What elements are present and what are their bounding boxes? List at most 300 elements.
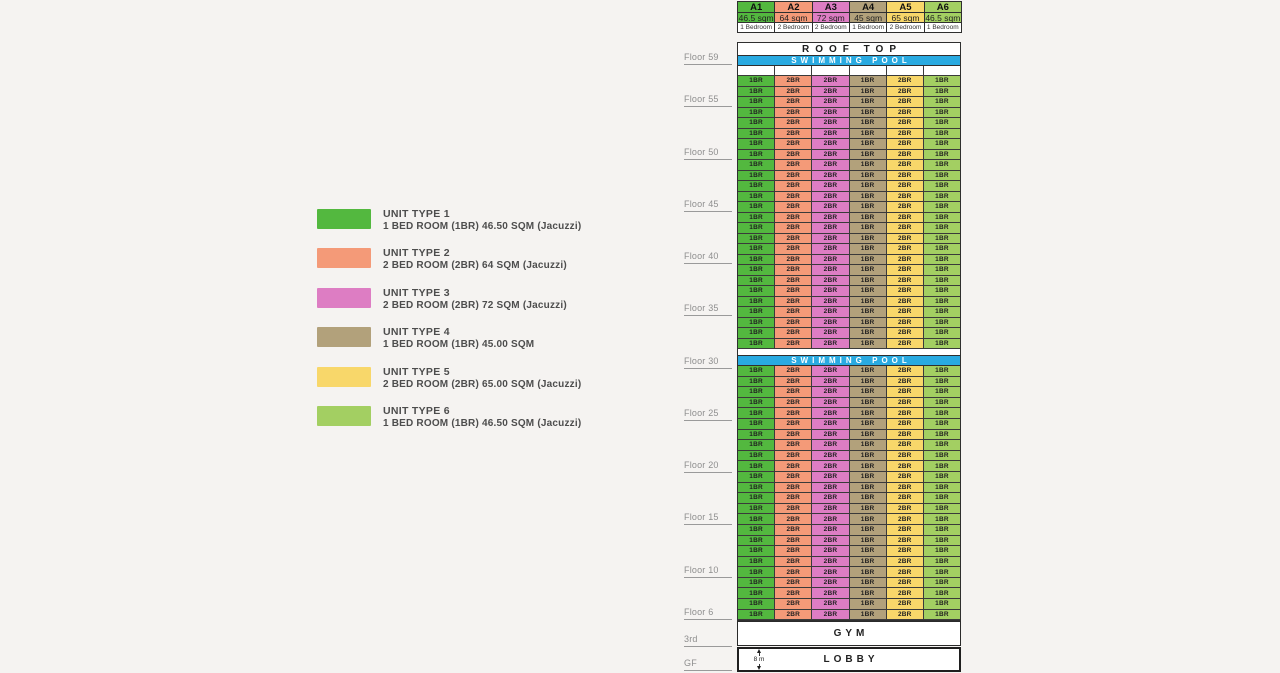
unit-cell-empty [849, 66, 886, 76]
unit-cell: 2BR [886, 181, 923, 192]
unit-cell: 1BR [738, 514, 774, 525]
unit-type-header [737, 1, 962, 33]
header-bedrooms: 1 Bedroom [925, 23, 961, 32]
unit-cell: 2BR [811, 610, 848, 621]
unit-cell: 1BR [923, 181, 960, 192]
unit-cell: 2BR [811, 525, 848, 536]
unit-cell: 2BR [886, 129, 923, 140]
unit-cell: 2BR [774, 578, 811, 589]
unit-cell: 1BR [849, 419, 886, 430]
unit-cell: 2BR [886, 318, 923, 329]
unit-cell: 2BR [774, 150, 811, 161]
unit-cell: 1BR [923, 276, 960, 287]
unit-cell: 2BR [811, 514, 848, 525]
unit-cell: 2BR [774, 546, 811, 557]
unit-cell: 1BR [923, 150, 960, 161]
unit-cell: 2BR [811, 129, 848, 140]
unit-row [738, 129, 960, 140]
unit-cell: 2BR [886, 387, 923, 398]
unit-row [738, 398, 960, 409]
unit-cell: 1BR [923, 398, 960, 409]
unit-cell: 2BR [811, 328, 848, 339]
unit-cell: 2BR [774, 328, 811, 339]
header-bedrooms: 2 Bedroom [775, 23, 811, 32]
unit-cell: 1BR [738, 366, 774, 377]
unit-cell: 1BR [849, 599, 886, 610]
legend-item [317, 366, 581, 405]
unit-cell-empty [886, 66, 923, 76]
unit-cell: 1BR [923, 610, 960, 621]
lobby-height-dimension [752, 649, 766, 670]
floor-label: GF [684, 658, 732, 671]
unit-cell: 1BR [923, 255, 960, 266]
gym-label: GYM [833, 628, 869, 640]
unit-row [738, 483, 960, 494]
unit-cell: 1BR [738, 525, 774, 536]
unit-cell: 1BR [849, 504, 886, 515]
unit-cell: 2BR [811, 181, 848, 192]
unit-cell: 2BR [811, 472, 848, 483]
unit-cell: 1BR [738, 139, 774, 150]
header-area: 45 sqm [850, 13, 886, 23]
unit-cell: 2BR [811, 213, 848, 224]
unit-cell: 1BR [738, 546, 774, 557]
unit-cell: 2BR [886, 610, 923, 621]
unit-cell: 2BR [886, 160, 923, 171]
unit-cell: 1BR [849, 286, 886, 297]
unit-row [738, 599, 960, 610]
unit-cell: 1BR [923, 408, 960, 419]
unit-cell: 1BR [849, 87, 886, 98]
unit-cell: 1BR [923, 171, 960, 182]
unit-cell: 2BR [886, 599, 923, 610]
unit-cell: 1BR [849, 181, 886, 192]
unit-row [738, 451, 960, 462]
unit-cell: 2BR [886, 546, 923, 557]
unit-cell: 2BR [774, 255, 811, 266]
unit-cell: 1BR [923, 265, 960, 276]
unit-cell: 1BR [738, 192, 774, 203]
dimension-arrow-down-icon [757, 666, 761, 670]
floor-label: Floor 40 [684, 251, 732, 264]
unit-cell: 2BR [811, 387, 848, 398]
unit-row [738, 366, 960, 377]
unit-cell: 1BR [738, 339, 774, 350]
unit-cell: 1BR [849, 387, 886, 398]
unit-row [738, 493, 960, 504]
unit-cell: 1BR [849, 377, 886, 388]
unit-cell: 1BR [849, 328, 886, 339]
legend-item [317, 287, 581, 326]
header-area: 46.5 sqm [925, 13, 961, 23]
unit-cell: 1BR [849, 171, 886, 182]
unit-cell: 1BR [738, 599, 774, 610]
legend-desc: 2 BED ROOM (2BR) 72 SQM (Jacuzzi) [383, 299, 567, 311]
unit-cell: 1BR [738, 160, 774, 171]
unit-cell: 1BR [849, 472, 886, 483]
unit-cell: 2BR [774, 472, 811, 483]
unit-cell: 2BR [774, 171, 811, 182]
legend-swatch [317, 367, 371, 387]
unit-cell: 2BR [886, 514, 923, 525]
unit-cell: 2BR [774, 504, 811, 515]
unit-cell: 2BR [811, 557, 848, 568]
unit-cell: 2BR [774, 307, 811, 318]
unit-cell: 1BR [738, 451, 774, 462]
unit-cell: 1BR [738, 307, 774, 318]
floor-label: Floor 50 [684, 147, 732, 160]
unit-cell: 1BR [738, 504, 774, 515]
unit-cell: 2BR [886, 578, 923, 589]
unit-row [738, 192, 960, 203]
unit-cell: 1BR [923, 536, 960, 547]
unit-cell: 2BR [811, 118, 848, 129]
unit-row [738, 202, 960, 213]
unit-cell: 1BR [738, 440, 774, 451]
unit-cell: 2BR [886, 430, 923, 441]
unit-cell: 2BR [811, 483, 848, 494]
unit-cell: 1BR [923, 97, 960, 108]
unit-cell: 2BR [886, 97, 923, 108]
header-code: A6 [925, 2, 961, 13]
header-code: A4 [850, 2, 886, 13]
unit-cell: 1BR [738, 265, 774, 276]
unit-cell: 1BR [849, 408, 886, 419]
unit-cell: 2BR [811, 408, 848, 419]
unit-cell: 2BR [886, 213, 923, 224]
unit-cell: 1BR [849, 213, 886, 224]
unit-cell: 1BR [849, 339, 886, 350]
pool-spacer-row [738, 349, 960, 356]
header-area: 72 sqm [813, 13, 849, 23]
unit-row [738, 118, 960, 129]
unit-cell: 1BR [738, 76, 774, 87]
unit-cell: 2BR [886, 525, 923, 536]
unit-row [738, 213, 960, 224]
unit-cell: 1BR [738, 286, 774, 297]
floor-label: Floor 30 [684, 356, 732, 369]
legend-title: UNIT TYPE 3 [383, 286, 450, 299]
unit-row [738, 171, 960, 182]
header-bedrooms: 1 Bedroom [738, 23, 774, 32]
unit-cell-empty [738, 66, 774, 76]
unit-cell: 2BR [811, 202, 848, 213]
unit-cell: 1BR [923, 192, 960, 203]
unit-cell: 2BR [811, 139, 848, 150]
unit-cell: 1BR [923, 567, 960, 578]
unit-cell: 2BR [886, 171, 923, 182]
unit-cell: 1BR [923, 461, 960, 472]
unit-cell: 1BR [923, 108, 960, 119]
legend-swatch [317, 248, 371, 268]
header-code: A2 [775, 2, 811, 13]
unit-cell: 2BR [886, 87, 923, 98]
lobby-label: LOBBY [823, 654, 879, 666]
unit-row [738, 244, 960, 255]
unit-cell: 2BR [811, 150, 848, 161]
floor-label: Floor 45 [684, 199, 732, 212]
unit-cell: 1BR [738, 213, 774, 224]
unit-cell: 2BR [886, 419, 923, 430]
unit-cell: 1BR [923, 76, 960, 87]
floor-label: Floor 10 [684, 565, 732, 578]
unit-cell: 2BR [886, 472, 923, 483]
unit-row [738, 472, 960, 483]
unit-row [738, 419, 960, 430]
unit-cell: 1BR [849, 265, 886, 276]
unit-cell: 2BR [774, 139, 811, 150]
unit-cell: 1BR [738, 419, 774, 430]
unit-cell: 1BR [738, 483, 774, 494]
unit-row [738, 150, 960, 161]
unit-cell: 2BR [811, 536, 848, 547]
swimming-pool-row-upper: SWIMMING POOL [738, 56, 960, 66]
gym-row [737, 621, 961, 646]
unit-cell: 1BR [738, 276, 774, 287]
unit-cell: 1BR [923, 430, 960, 441]
unit-cell: 1BR [923, 244, 960, 255]
unit-cell: 1BR [923, 387, 960, 398]
unit-row [738, 578, 960, 589]
unit-cell: 1BR [738, 610, 774, 621]
unit-cell: 1BR [923, 297, 960, 308]
legend-desc: 1 BED ROOM (1BR) 45.00 SQM [383, 339, 535, 351]
unit-row [738, 546, 960, 557]
unit-cell: 2BR [886, 286, 923, 297]
rooftop-row: ROOF TOP [738, 43, 960, 56]
legend-title: UNIT TYPE 4 [383, 326, 450, 339]
floor-label: Floor 20 [684, 460, 732, 473]
unit-cell: 2BR [886, 76, 923, 87]
legend-title: UNIT TYPE 5 [383, 365, 450, 378]
legend-swatch [317, 406, 371, 426]
unit-cell: 2BR [886, 307, 923, 318]
unit-cell: 2BR [886, 504, 923, 515]
unit-row [738, 255, 960, 266]
header-code: A1 [738, 2, 774, 13]
unit-cell: 2BR [774, 440, 811, 451]
unit-row [738, 504, 960, 515]
unit-cell: 1BR [923, 87, 960, 98]
unit-cell: 1BR [849, 192, 886, 203]
unit-cell: 2BR [774, 181, 811, 192]
unit-cell: 2BR [774, 129, 811, 140]
unit-cell: 2BR [774, 536, 811, 547]
unit-row [738, 108, 960, 119]
unit-cell: 1BR [923, 139, 960, 150]
unit-cell: 1BR [923, 588, 960, 599]
unit-cell: 1BR [738, 387, 774, 398]
unit-row [738, 588, 960, 599]
unit-cell: 1BR [849, 97, 886, 108]
unit-cell: 2BR [886, 255, 923, 266]
unit-cell: 2BR [886, 276, 923, 287]
unit-row [738, 160, 960, 171]
unit-row [738, 297, 960, 308]
legend [317, 208, 581, 444]
legend-item [317, 326, 581, 365]
unit-row [738, 181, 960, 192]
floor-label: 3rd [684, 634, 732, 647]
unit-cell: 2BR [774, 339, 811, 350]
unit-cell: 1BR [738, 87, 774, 98]
unit-cell: 1BR [738, 588, 774, 599]
unit-cell: 1BR [738, 408, 774, 419]
unit-cell: 2BR [886, 366, 923, 377]
unit-cell: 2BR [774, 461, 811, 472]
unit-cell: 2BR [886, 328, 923, 339]
unit-cell: 2BR [811, 76, 848, 87]
unit-row [738, 610, 960, 621]
unit-cell: 2BR [811, 588, 848, 599]
unit-row [738, 87, 960, 98]
unit-cell: 1BR [849, 588, 886, 599]
unit-cell: 1BR [849, 307, 886, 318]
unit-cell: 1BR [738, 318, 774, 329]
unit-cell: 2BR [886, 244, 923, 255]
unit-cell: 1BR [923, 223, 960, 234]
unit-cell-empty [923, 66, 960, 76]
unit-cell: 2BR [886, 192, 923, 203]
unit-cell: 1BR [923, 377, 960, 388]
unit-cell: 1BR [738, 129, 774, 140]
legend-desc: 2 BED ROOM (2BR) 65.00 SQM (Jacuzzi) [383, 378, 582, 390]
legend-desc: 1 BED ROOM (1BR) 46.50 SQM (Jacuzzi) [383, 221, 582, 232]
unit-cell: 2BR [811, 108, 848, 119]
unit-cell: 2BR [886, 557, 923, 568]
unit-row [738, 265, 960, 276]
tower-diagram [737, 42, 961, 672]
unit-cell: 2BR [774, 377, 811, 388]
unit-cell: 2BR [811, 318, 848, 329]
legend-title: UNIT TYPE 2 [383, 247, 450, 260]
unit-cell: 2BR [774, 451, 811, 462]
unit-cell: 2BR [774, 160, 811, 171]
unit-cell: 1BR [738, 536, 774, 547]
unit-row [738, 387, 960, 398]
unit-cell: 2BR [774, 610, 811, 621]
unit-row [738, 139, 960, 150]
unit-cell: 1BR [849, 139, 886, 150]
unit-cell: 1BR [849, 546, 886, 557]
unit-row [738, 440, 960, 451]
unit-cell: 1BR [738, 567, 774, 578]
header-area: 65 sqm [887, 13, 923, 23]
unit-cell: 2BR [774, 430, 811, 441]
unit-cell: 2BR [886, 451, 923, 462]
unit-cell: 1BR [849, 223, 886, 234]
unit-cell: 1BR [738, 398, 774, 409]
unit-cell: 1BR [738, 171, 774, 182]
unit-cell: 2BR [774, 525, 811, 536]
unit-cell: 2BR [774, 588, 811, 599]
unit-cell: 2BR [811, 265, 848, 276]
unit-cell: 2BR [774, 483, 811, 494]
header-bedrooms: 1 Bedroom [850, 23, 886, 32]
unit-cell: 2BR [886, 536, 923, 547]
unit-cell: 2BR [774, 118, 811, 129]
unit-cell: 2BR [886, 377, 923, 388]
unit-row [738, 377, 960, 388]
floor-label: Floor 15 [684, 512, 732, 525]
unit-cell: 2BR [774, 599, 811, 610]
unit-row [738, 307, 960, 318]
unit-cell: 2BR [886, 234, 923, 245]
unit-cell: 2BR [886, 202, 923, 213]
unit-row [738, 339, 960, 350]
unit-cell: 2BR [774, 366, 811, 377]
unit-cell: 1BR [923, 202, 960, 213]
unit-cell: 1BR [738, 97, 774, 108]
legend-title: UNIT TYPE 6 [383, 404, 450, 417]
empty-floor-row [738, 66, 960, 76]
tower-grid [737, 42, 961, 621]
unit-cell: 1BR [849, 567, 886, 578]
unit-row [738, 461, 960, 472]
legend-item [317, 247, 581, 286]
unit-cell: 1BR [849, 129, 886, 140]
unit-cell: 2BR [774, 567, 811, 578]
legend-text [383, 326, 534, 351]
unit-cell: 1BR [923, 514, 960, 525]
unit-row [738, 76, 960, 87]
unit-cell: 2BR [811, 366, 848, 377]
unit-cell: 2BR [774, 408, 811, 419]
unit-cell: 2BR [886, 297, 923, 308]
legend-desc: 2 BED ROOM (2BR) 64 SQM (Jacuzzi) [383, 260, 567, 272]
unit-cell: 1BR [849, 202, 886, 213]
legend-text [383, 366, 581, 391]
unit-cell: 1BR [849, 108, 886, 119]
unit-row [738, 318, 960, 329]
legend-swatch [317, 288, 371, 308]
unit-cell: 1BR [738, 118, 774, 129]
unit-cell: 1BR [923, 328, 960, 339]
unit-cell: 2BR [811, 567, 848, 578]
unit-cell: 1BR [738, 328, 774, 339]
unit-row [738, 408, 960, 419]
unit-cell: 1BR [738, 223, 774, 234]
unit-cell: 1BR [849, 430, 886, 441]
legend-item [317, 405, 581, 444]
unit-cell: 1BR [849, 366, 886, 377]
unit-cell: 2BR [886, 408, 923, 419]
unit-cell: 2BR [774, 192, 811, 203]
unit-cell: 2BR [886, 483, 923, 494]
legend-text [383, 287, 567, 312]
unit-cell: 2BR [886, 150, 923, 161]
unit-cell: 2BR [774, 387, 811, 398]
unit-cell: 1BR [738, 244, 774, 255]
unit-row [738, 514, 960, 525]
legend-desc: 1 BED ROOM (1BR) 46.50 SQM (Jacuzzi) [383, 417, 582, 429]
unit-cell: 1BR [738, 297, 774, 308]
unit-row [738, 223, 960, 234]
unit-cell: 1BR [923, 440, 960, 451]
unit-cell: 1BR [923, 129, 960, 140]
unit-cell: 1BR [849, 297, 886, 308]
header-column [738, 2, 774, 32]
unit-cell: 2BR [811, 171, 848, 182]
unit-cell: 2BR [811, 451, 848, 462]
unit-cell: 1BR [849, 255, 886, 266]
unit-cell: 1BR [849, 150, 886, 161]
unit-cell: 1BR [923, 234, 960, 245]
unit-cell: 1BR [849, 461, 886, 472]
unit-cell: 2BR [774, 265, 811, 276]
unit-cell: 2BR [886, 139, 923, 150]
unit-cell: 2BR [774, 286, 811, 297]
